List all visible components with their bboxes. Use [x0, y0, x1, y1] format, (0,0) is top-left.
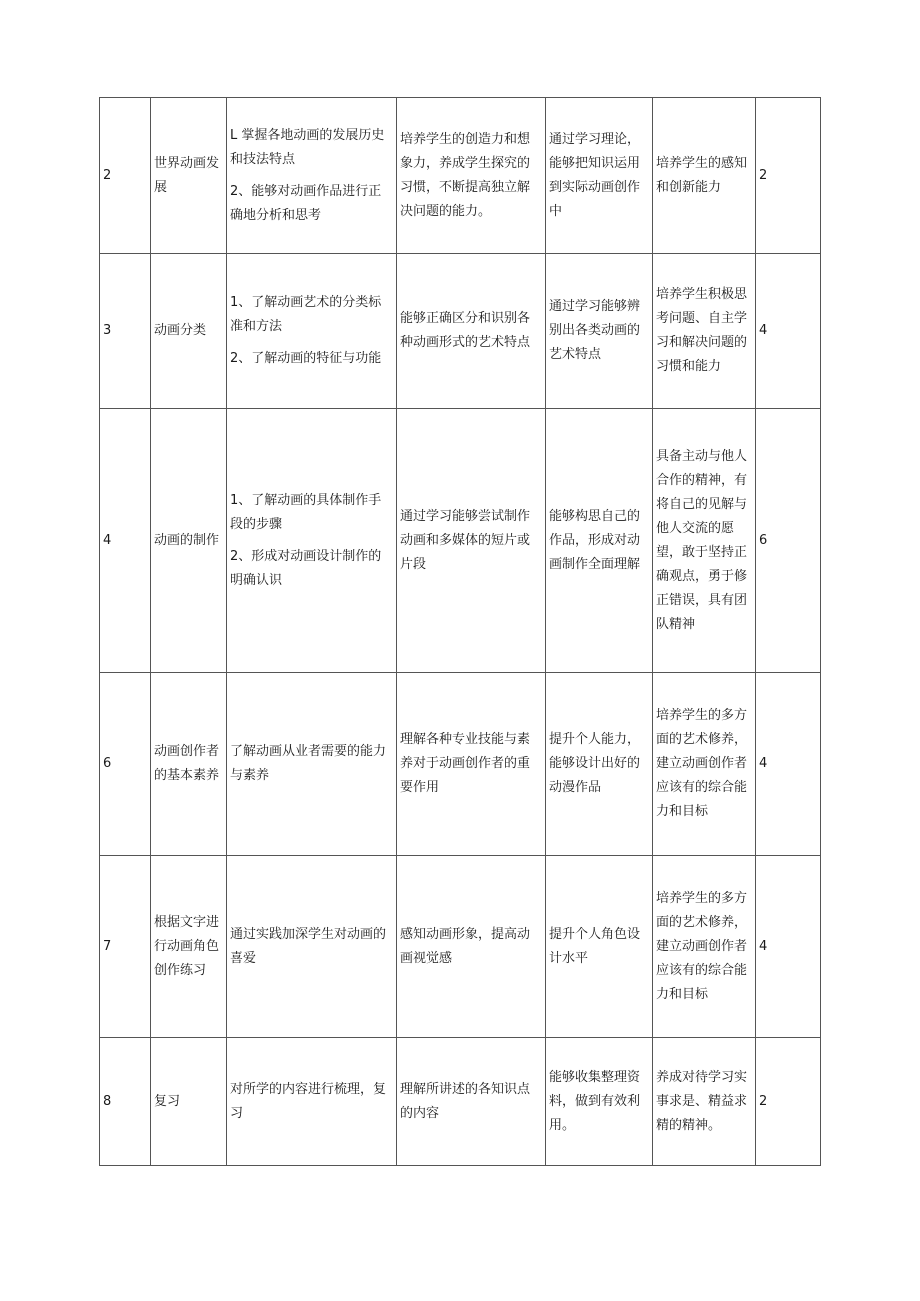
- quality-goal: 培养学生的多方面的艺术修养，建立动画创作者应该有的综合能力和目标: [653, 856, 756, 1038]
- quality-goal: 养成对待学习实事求是、精益求精的精神。: [653, 1038, 756, 1166]
- lesson-topic: 动画分类: [151, 254, 227, 409]
- knowledge-goals: [227, 409, 397, 673]
- knowledge-goal: 了解动画从业者需要的能力与素养: [230, 744, 387, 783]
- ability-goal: 理解所讲述的各知识点的内容: [397, 1038, 546, 1166]
- lesson-topic: 世界动画发展: [151, 98, 227, 254]
- process-goal: 提升个人能力，能够设计出好的动漫作品: [546, 673, 653, 856]
- lesson-number: 4: [100, 409, 151, 673]
- table-row: [100, 673, 821, 856]
- knowledge-goal: 对所学的内容进行梳理，复习: [230, 1081, 387, 1121]
- ability-goal: 感知动画形象，提高动画视觉感: [397, 856, 546, 1038]
- knowledge-goal: 通过实践加深学生对动画的喜爱: [230, 926, 387, 966]
- ability-goal: 培养学生的创造力和想象力，养成学生探究的习惯，不断提高独立解决问题的能力。: [397, 98, 546, 254]
- class-hours: 4: [756, 673, 821, 856]
- knowledge-goals: [227, 254, 397, 409]
- process-goal: 提升个人角色设计水平: [546, 856, 653, 1038]
- class-hours: 4: [756, 254, 821, 409]
- lesson-topic: 动画创作者的基本素养: [151, 673, 227, 856]
- lesson-number: 8: [100, 1038, 151, 1166]
- lesson-number: 6: [100, 673, 151, 856]
- lesson-topic: 根据文字进行动画角色创作练习: [151, 856, 227, 1038]
- table-row: [100, 856, 821, 1038]
- knowledge-goal: 2、能够对动画作品进行正确地分析和思考: [230, 183, 382, 223]
- ability-goal: 能够正确区分和识别各种动画形式的艺术特点: [397, 254, 546, 409]
- knowledge-goal: 1、了解动画的具体制作手段的步骤: [230, 492, 382, 532]
- ability-goal: 理解各种专业技能与素养对于动画创作者的重要作用: [397, 673, 546, 856]
- class-hours: 6: [756, 409, 821, 673]
- table-row: [100, 1038, 821, 1166]
- knowledge-goal: 2、了解动画的特征与功能: [230, 351, 382, 366]
- knowledge-goals: [227, 98, 397, 254]
- knowledge-goal: L 掌握各地动画的发展历史和技法特点: [230, 127, 385, 167]
- quality-goal: 培养学生积极思考问题、自主学习和解决问题的习惯和能力: [653, 254, 756, 409]
- table-row: [100, 409, 821, 673]
- knowledge-goal: 2、形成对动画设计制作的明确认识: [230, 548, 382, 588]
- lesson-number: 2: [100, 98, 151, 254]
- table-row: [100, 98, 821, 254]
- quality-goal: 培养学生的多方面的艺术修养，建立动画创作者应该有的综合能力和目标: [653, 673, 756, 856]
- knowledge-goal: 1、了解动画艺术的分类标准和方法: [230, 295, 382, 334]
- knowledge-goals: [227, 673, 397, 856]
- knowledge-goals: [227, 856, 397, 1038]
- knowledge-goals: [227, 1038, 397, 1166]
- lesson-number: 7: [100, 856, 151, 1038]
- process-goal: 能够构思自己的作品，形成对动画制作全面理解: [546, 409, 653, 673]
- quality-goal: 具备主动与他人合作的精神，有将自己的见解与他人交流的愿望，敢于坚持正确观点，勇于修正错误，具有团队精神: [653, 409, 756, 673]
- quality-goal: 培养学生的感知和创新能力: [653, 98, 756, 254]
- process-goal: 通过学习能够辨别出各类动画的艺术特点: [546, 254, 653, 409]
- table-row: [100, 254, 821, 409]
- class-hours: 2: [756, 98, 821, 254]
- lesson-topic: 动画的制作: [151, 409, 227, 673]
- process-goal: 通过学习理论，能够把知识运用到实际动画创作中: [546, 98, 653, 254]
- course-schedule-table: [99, 97, 821, 1166]
- lesson-number: 3: [100, 254, 151, 409]
- class-hours: 4: [756, 856, 821, 1038]
- lesson-topic: 复习: [151, 1038, 227, 1166]
- process-goal: 能够收集整理资料，做到有效利用。: [546, 1038, 653, 1166]
- ability-goal: 通过学习能够尝试制作动画和多媒体的短片或片段: [397, 409, 546, 673]
- class-hours: 2: [756, 1038, 821, 1166]
